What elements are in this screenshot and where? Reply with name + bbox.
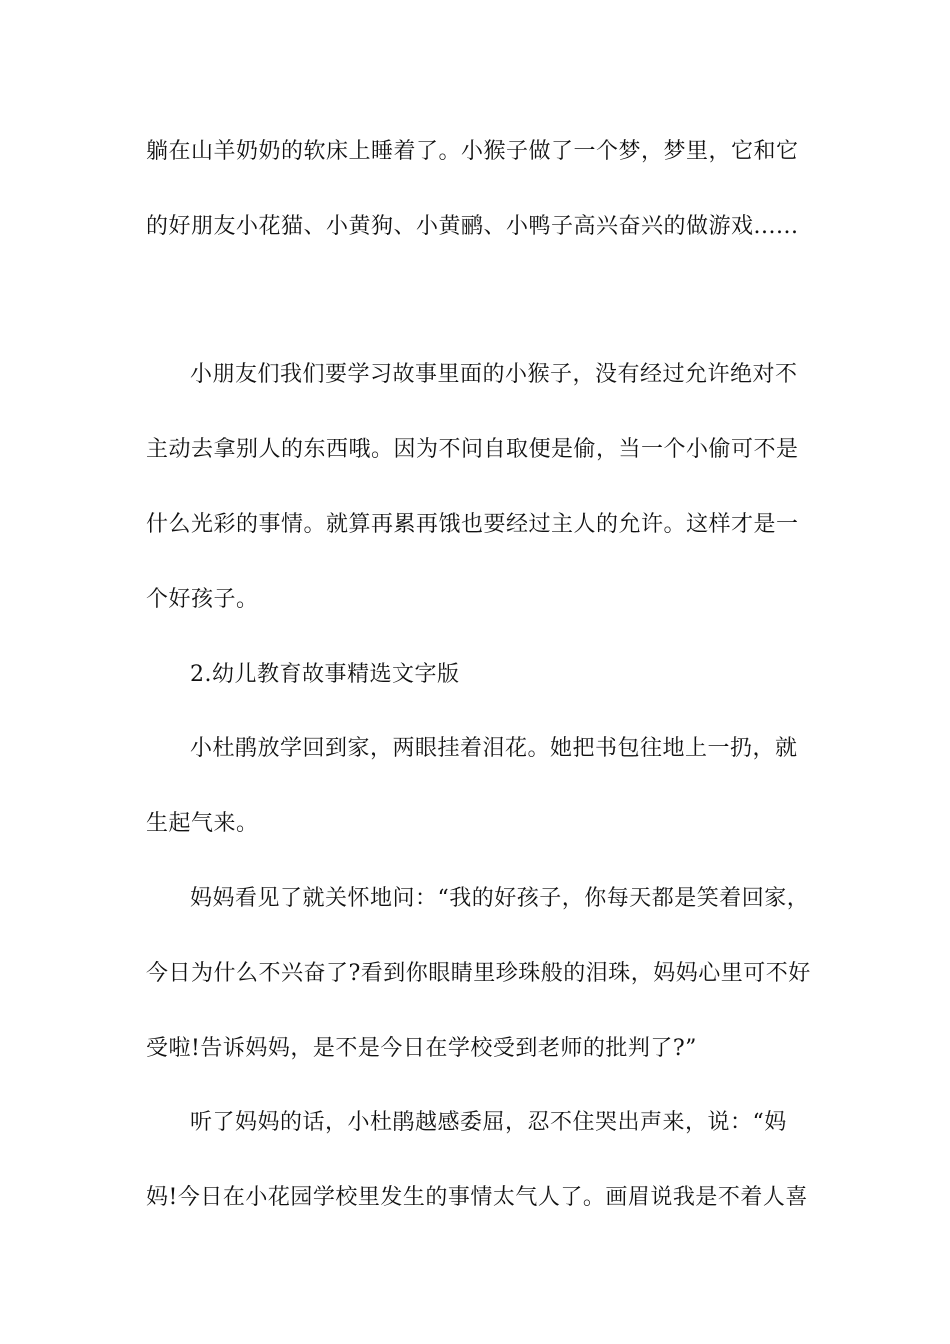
paragraph-start-line: 听了妈妈的话，小杜鹃越感委屈，忍不住哭出声来，说：“妈 — [190, 1110, 787, 1135]
paragraph-start-line: 妈妈看见了就关怀地问：“我的好孩子，你每天都是笑着回家， — [190, 886, 810, 911]
text-line: 个好孩子。 — [146, 587, 259, 612]
text-line: 今日为什么不兴奋了?看到你眼睛里珍珠般的泪珠，妈妈心里可不好 — [146, 961, 811, 986]
text-line: 主动去拿别人的东西哦。因为不问自取便是偷，当一个小偷可不是 — [146, 437, 799, 462]
paragraph-start-line: 小杜鹃放学回到家，两眼挂着泪花。她把书包往地上一扔，就 — [190, 736, 798, 761]
text-line: 的好朋友小花猫、小黄狗、小黄鹂、小鸭子高兴奋兴的做游戏...... — [146, 214, 799, 239]
paragraph-start-line: 小朋友们我们要学习故事里面的小猴子，没有经过允许绝对不 — [190, 362, 798, 387]
text-line: 妈!今日在小花园学校里发生的事情太气人了。画眉说我是不着人喜 — [146, 1185, 808, 1210]
text-line: 躺在山羊奶奶的软床上睡着了。小猴子做了一个梦，梦里，它和它 — [146, 139, 799, 164]
text-line: 受啦!告诉妈妈，是不是今日在学校受到老师的批判了?” — [146, 1036, 697, 1061]
section-heading: 2.幼儿教育故事精选文字版 — [190, 662, 460, 687]
text-line: 生起气来。 — [146, 811, 259, 836]
text-line: 什么光彩的事情。就算再累再饿也要经过主人的允许。这样才是一 — [146, 512, 799, 537]
